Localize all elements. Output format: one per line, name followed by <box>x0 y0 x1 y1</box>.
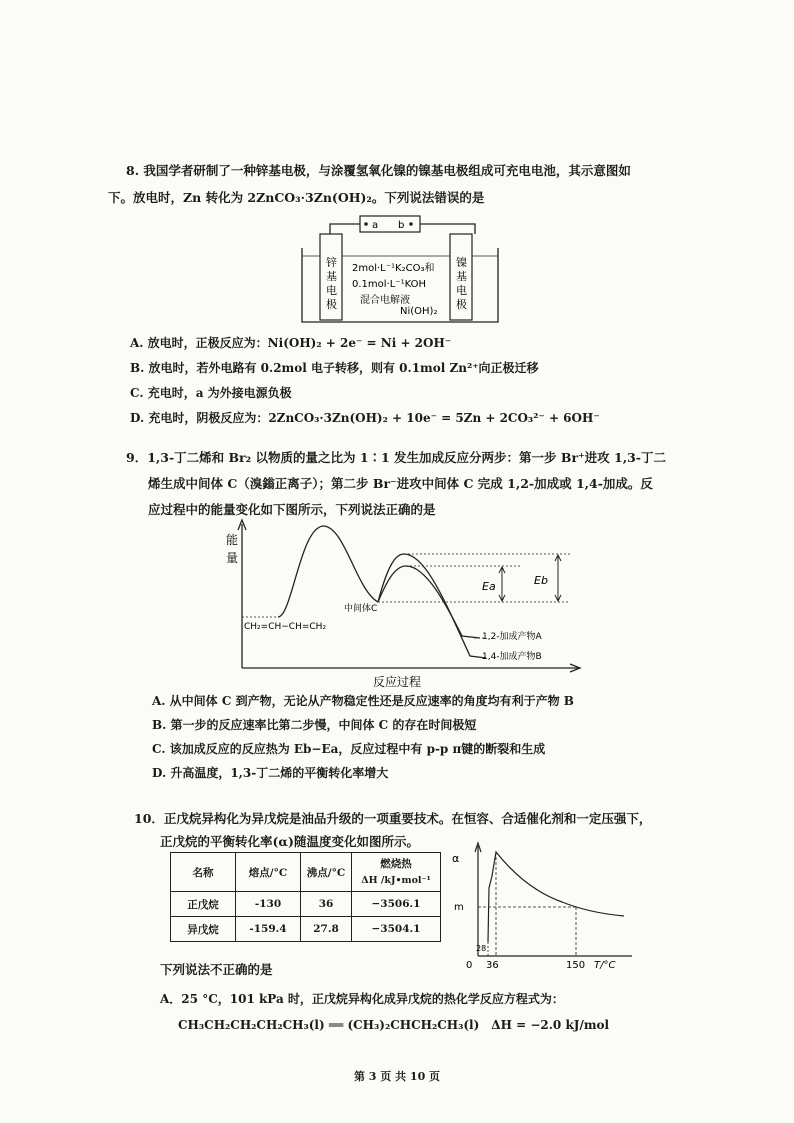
q9-option-a: A. 从中间体 C 到产物，无论从产物稳定性还是反应速率的角度均有利于产物 B <box>152 694 574 708</box>
table-cell: -130 <box>236 892 301 917</box>
right-electrode-char-1: 镍 <box>456 256 467 269</box>
table-row <box>171 892 441 917</box>
tick-150: 150 <box>566 960 586 971</box>
y-label-2: 量 <box>226 551 239 565</box>
product-a-label: 1,2-加成产物A <box>482 632 542 642</box>
q10-stem-line2: 正戊烷的平衡转化率(α)随温度变化如图所示。 <box>160 834 419 849</box>
eb-label: Eb <box>534 574 548 587</box>
q9-stem-line3: 应过程中的能量变化如下图所示，下列说法正确的是 <box>148 502 436 517</box>
table-header-mp: 熔点/°C <box>236 853 301 892</box>
table-header-combustion-unit: ΔH /kJ•mol⁻¹ <box>361 874 431 886</box>
table-header-combustion-title: 燃烧热 <box>380 857 412 870</box>
q9-option-b: B. 第一步的反应速率比第二步慢，中间体 C 的存在时间极短 <box>152 718 477 732</box>
alpha-label: α <box>452 852 460 865</box>
tick-36: 36 <box>486 960 499 971</box>
electrolyte-line-4: Ni(OH)₂ <box>400 306 438 317</box>
table-cell: 异戊烷 <box>171 917 236 942</box>
tick-28: 28 <box>476 944 487 953</box>
electrolyte-line-2: 0.1mol·L⁻¹KOH <box>352 279 426 290</box>
table-cell: −3506.1 <box>352 892 441 917</box>
q8-stem-line2: 下。放电时，Zn 转化为 2ZnCO₃·3Zn(OH)₂。下列说法错误的是 <box>108 190 485 205</box>
table-cell: 27.8 <box>301 917 352 942</box>
q8-option-a: A. 放电时，正极反应为：Ni(OH)₂ + 2e⁻ = Ni + 2OH⁻ <box>130 336 452 350</box>
q10-prompt: 下列说法不正确的是 <box>160 962 273 977</box>
q9-option-d: D. 升高温度，1,3-丁二烯的平衡转化率增大 <box>152 766 389 780</box>
page-footer: 第 3 页 共 10 页 <box>353 1070 441 1083</box>
y-label-1: 能 <box>226 533 239 547</box>
terminal-a: a <box>372 220 379 231</box>
reactant-label: CH₂=CH−CH=CH₂ <box>244 622 327 632</box>
product-b-label: 1,4-加成产物B <box>482 652 542 662</box>
q8-stem-line1: 8. 我国学者研制了一种锌基电极，与涂覆氢氧化镍的镍基电极组成可充电电池，其示意图如 <box>126 163 631 178</box>
electrolyte-line-3: 混合电解液 <box>360 295 410 306</box>
table-cell: 正戊烷 <box>171 892 236 917</box>
left-electrode-char-2: 基 <box>326 270 337 283</box>
electrolyte-line-1: 2mol·L⁻¹K₂CO₃和 <box>352 263 435 274</box>
q9-stem-line2: 烯生成中间体 C（溴鎓正离子）；第二步 Br⁻进攻中间体 C 完成 1,2-加成或 1,4-加成。反 <box>148 476 653 491</box>
terminal-b: b <box>398 220 405 231</box>
right-electrode-char-4: 极 <box>456 298 467 311</box>
conversion-graph <box>452 838 642 972</box>
left-electrode-char-4: 极 <box>326 298 337 311</box>
left-electrode-char-3: 电 <box>326 284 337 297</box>
left-electrode-char-1: 锌 <box>326 256 337 269</box>
table-cell: 36 <box>301 892 352 917</box>
origin-label: 0 <box>466 960 473 971</box>
x-axis-label: T/°C <box>594 960 616 971</box>
table-cell: -159.4 <box>236 917 301 942</box>
table-header-bp: 沸点/°C <box>301 853 352 892</box>
properties-table <box>170 852 441 942</box>
intermediate-label: 中间体C <box>344 604 378 614</box>
table-header-combustion <box>352 853 441 892</box>
energy-diagram <box>220 518 590 690</box>
q9-option-c: C. 该加成反应的反应热为 Eb−Ea，反应过程中有 p-p π键的断裂和生成 <box>152 742 546 756</box>
ea-label: Ea <box>482 580 496 593</box>
table-row <box>171 917 441 942</box>
table-cell: −3504.1 <box>352 917 441 942</box>
q10-option-a-line2: CH₃CH₂CH₂CH₂CH₃(l) ══ (CH₃)₂CHCH₂CH₃(l) ΔH = −2.0 kJ/mol <box>178 1018 610 1032</box>
q8-option-d: D. 充电时，阴极反应为：2ZnCO₃·3Zn(OH)₂ + 10e⁻ = 5Zn + 2CO₃²⁻ + 6OH⁻ <box>130 411 600 425</box>
q8-option-c: C. 充电时，a 为外接电源负极 <box>130 386 292 400</box>
table-header-name: 名称 <box>171 853 236 892</box>
battery-diagram <box>300 210 500 330</box>
q8-option-b: B. 放电时，若外电路有 0.2mol 电子转移，则有 0.1mol Zn²⁺向正极迁移 <box>130 361 539 375</box>
q10-option-a-line1: A．25 °C，101 kPa 时，正戊烷异构化成异戊烷的热化学反应方程式为： <box>160 992 564 1006</box>
m-label: m <box>454 902 464 913</box>
q10-stem-line1: 10．正戊烷异构化为异戊烷是油品升级的一项重要技术。在恒容、合适催化剂和一定压强下， <box>134 811 652 826</box>
q9-stem-line1: 9．1,3-丁二烯和 Br₂ 以物质的量之比为 1∶1 发生加成反应分两步：第一步 Br⁺进攻 1,3-丁二 <box>126 450 666 465</box>
right-electrode-char-3: 电 <box>456 284 467 297</box>
x-label: 反应过程 <box>373 675 422 689</box>
right-electrode-char-2: 基 <box>456 270 467 283</box>
